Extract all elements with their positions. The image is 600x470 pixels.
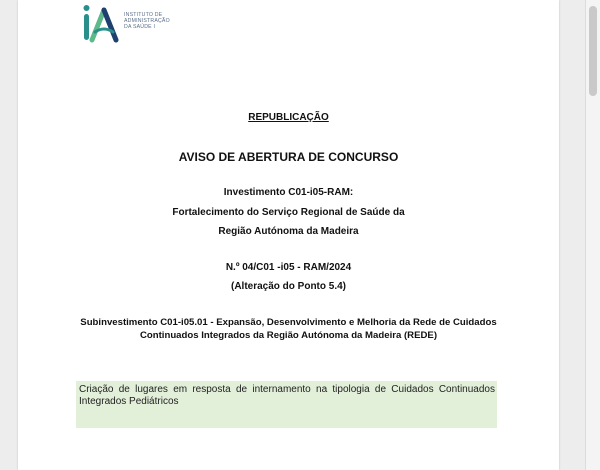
logo-line: INSTITUTO DE (124, 12, 163, 18)
investimento-line: Fortalecimento do Serviço Regional de Saúde da (172, 207, 405, 218)
subinvestimento-line: Continuados Integrados da Região Autónoma da Madeira (REDE) (139, 330, 438, 341)
highlight-text: Criação de lugares em resposta de internamento na tipologia de Cuidados Continuados Integrados Pediátricos (79, 384, 495, 407)
document-page (18, 0, 559, 470)
document-title: AVISO DE ABERTURA DE CONCURSO (178, 150, 399, 164)
aviso-number: N.º 04/C01 -i05 - RAM/2024 (225, 262, 352, 273)
republicacao-heading: REPUBLICAÇÃO (248, 112, 329, 123)
logo-line: DA SAÚDE I (124, 24, 156, 31)
logo-i-stem (84, 14, 89, 40)
logo-caption (124, 12, 170, 31)
logo-a-bar (95, 29, 113, 32)
logo-line: ADMINISTRAÇÃO (124, 18, 170, 25)
investimento-line: Investimento C01-i05-RAM: (223, 187, 354, 198)
investimento-line: Região Autónoma da Madeira (218, 226, 359, 237)
logo-dot (84, 5, 90, 11)
scrollbar-thumb[interactable] (589, 6, 597, 96)
vertical-scrollbar[interactable] (585, 0, 600, 470)
alteracao-note: (Alteração do Ponto 5.4) (230, 281, 346, 292)
logo-a-right (104, 10, 116, 40)
subinvestimento-line: Subinvestimento C01-i05.01 - Expansão, Desenvolvimento e Melhoria da Rede de Cuidados (80, 317, 497, 328)
